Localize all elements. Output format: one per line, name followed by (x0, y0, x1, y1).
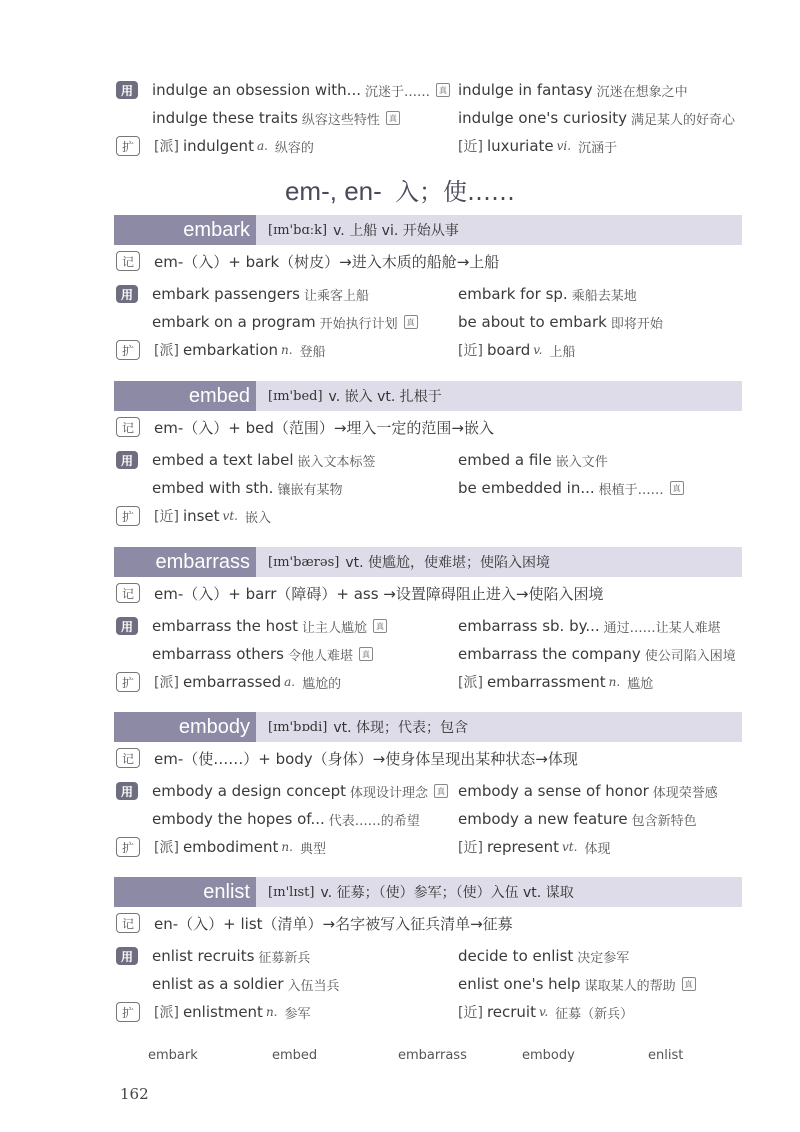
usage-row (152, 806, 420, 832)
usage-cn: 令他人难堪 (288, 648, 354, 664)
usage-cn: 使公司陷入困境 (644, 648, 736, 664)
usage-tag: 用 (116, 617, 138, 635)
definition-text: vt. 使尴尬，使难堪；使陷入困境 (345, 555, 551, 571)
usage-cn: 嵌入文件 (555, 454, 608, 470)
usage-cn: 纵容这些特性 (301, 112, 380, 128)
usage-cn: 沉迷于…… (364, 84, 430, 100)
exam-mark-icon: 真 (373, 619, 387, 633)
exam-mark-icon: 真 (436, 83, 450, 97)
part-of-speech: vt. (562, 840, 578, 854)
definition-text: v. 上船 vi. 开始从事 (333, 223, 459, 239)
synonym-marker: [近] (458, 1005, 483, 1021)
memory-tag: 记 (116, 251, 140, 271)
usage-cn: 入伍当兵 (287, 978, 340, 994)
phonetic: [ɪm'bed] (268, 388, 323, 404)
usage-en: be embedded in... (458, 479, 595, 497)
memory-tag: 记 (116, 748, 140, 768)
entry-banner (114, 215, 742, 245)
usage-row (458, 105, 735, 131)
footer-word: embed (272, 1048, 318, 1063)
usage-cn: 嵌入文本标签 (297, 454, 376, 470)
section-title-en: em-, en- (284, 176, 382, 206)
extension-row (458, 337, 575, 363)
extension-en: represent (486, 838, 560, 856)
definition-text: v. 征募；（使）参军；（使）入伍 vt. 谋取 (320, 885, 574, 901)
extension-row (458, 999, 633, 1025)
usage-en: enlist recruits (152, 947, 255, 965)
extension-row (458, 669, 653, 695)
usage-tag: 用 (116, 782, 138, 800)
extension-en: board (486, 341, 531, 359)
headword: embed (114, 381, 256, 411)
extension-row (458, 133, 617, 159)
phonetic: [ɪm'bɑːk] (268, 222, 328, 238)
usage-row (152, 971, 340, 997)
usage-cn: 决定参军 (577, 950, 630, 966)
extension-tag: 扩 (116, 837, 140, 857)
headword: embark (114, 215, 256, 245)
headword: embarrass (114, 547, 256, 577)
phonetic: [ɪn'lɪst] (268, 884, 315, 900)
headword: enlist (114, 877, 256, 907)
usage-en: embarrass the host (152, 617, 298, 635)
usage-cn: 体现荣誉感 (652, 785, 718, 801)
memory-tag: 记 (116, 583, 140, 603)
exam-mark-icon: 真 (682, 977, 696, 991)
synonym-marker: [近] (458, 343, 483, 359)
usage-en: embody a new feature (458, 810, 628, 828)
memory-tag: 记 (116, 913, 140, 933)
derived-marker: [派] (458, 675, 483, 691)
derived-marker: [派] (154, 675, 179, 691)
extension-tag: 扩 (116, 506, 140, 526)
extension-cn: 体现 (584, 841, 611, 857)
extension-cn: 尴尬的 (302, 676, 342, 692)
memory-row (116, 910, 513, 936)
usage-en: be about to embark (458, 313, 607, 331)
entry-definition (256, 877, 742, 907)
usage-tag: 用 (116, 81, 138, 99)
memory-row (116, 248, 499, 274)
usage-tag: 用 (116, 947, 138, 965)
phonetic: [ɪm'bærəs] (268, 554, 340, 570)
entry-banner (114, 712, 742, 742)
part-of-speech: v. (538, 1005, 549, 1019)
entry-definition (256, 381, 742, 411)
memory-text: em-（使……）+ body（身体）→使身体呈现出某种状态→体现 (154, 749, 578, 768)
extension-row (116, 337, 326, 363)
extension-en: indulgent (182, 137, 254, 155)
extension-row (116, 999, 311, 1025)
extension-tag: 扩 (116, 340, 140, 360)
memory-text: em-（入）+ barr（障碍）+ ass →设置障碍阻止进入→使陷入困境 (154, 584, 604, 603)
derived-marker: [派] (154, 139, 179, 155)
entry-definition (256, 215, 742, 245)
synonym-marker: [近] (458, 139, 483, 155)
usage-row (458, 447, 608, 473)
extension-row (116, 503, 271, 529)
usage-row (116, 778, 448, 804)
page-number: 162 (120, 1085, 149, 1103)
usage-en: indulge one's curiosity (458, 109, 628, 127)
footer-word: embark (148, 1048, 198, 1063)
extension-row (116, 834, 326, 860)
usage-cn: 即将开始 (610, 316, 663, 332)
usage-cn: 乘船去某地 (571, 288, 637, 304)
usage-en: embarrass others (152, 645, 284, 663)
part-of-speech: a. (284, 675, 296, 689)
exam-mark-icon: 真 (434, 784, 448, 798)
usage-en: embarrass the company (458, 645, 641, 663)
usage-row (116, 281, 369, 307)
exam-mark-icon: 真 (359, 647, 373, 661)
extension-en: enlistment (182, 1003, 263, 1021)
usage-en: embody a design concept (152, 782, 347, 800)
usage-cn: 让主人尴尬 (301, 620, 367, 636)
entry-banner (114, 547, 742, 577)
memory-text: em-（入）+ bed（范围）→埋入一定的范围→嵌入 (154, 418, 494, 437)
usage-row (116, 943, 310, 969)
usage-row (458, 971, 696, 997)
usage-row (152, 309, 418, 335)
extension-cn: 登船 (299, 344, 326, 360)
footer-word: embody (522, 1048, 575, 1063)
usage-en: enlist as a soldier (152, 975, 284, 993)
usage-cn: 体现设计理念 (350, 785, 429, 801)
usage-en: indulge an obsession with... (152, 81, 361, 99)
usage-en: indulge these traits (152, 109, 298, 127)
entry-banner (114, 877, 742, 907)
extension-cn: 纵容的 (274, 140, 314, 156)
usage-en: embed a text label (152, 451, 294, 469)
memory-row (116, 745, 578, 771)
usage-row (458, 641, 736, 667)
usage-row (458, 806, 697, 832)
extension-tag: 扩 (116, 136, 140, 156)
usage-row (458, 309, 663, 335)
usage-row (458, 281, 637, 307)
usage-cn: 让乘客上船 (304, 288, 370, 304)
usage-row (116, 613, 387, 639)
definition-text: v. 嵌入 vt. 扎根于 (328, 389, 442, 405)
headword: embody (114, 712, 256, 742)
memory-row (116, 580, 603, 606)
usage-cn: 根植于…… (598, 482, 664, 498)
derived-marker: [派] (154, 1005, 179, 1021)
extension-row (116, 133, 314, 159)
exam-mark-icon: 真 (670, 481, 684, 495)
part-of-speech: n. (265, 1005, 278, 1019)
usage-cn: 通过……让某人难堪 (603, 620, 721, 636)
extension-cn: 参军 (284, 1006, 311, 1022)
usage-en: enlist one's help (458, 975, 581, 993)
usage-tag: 用 (116, 451, 138, 469)
phonetic: [ɪm'bɒdi] (268, 719, 328, 735)
section-title-cn: 入；使…… (395, 178, 516, 206)
part-of-speech: n. (281, 840, 293, 854)
usage-en: embark passengers (152, 285, 300, 303)
extension-en: embarrassment (486, 673, 606, 691)
usage-en: embody a sense of honor (458, 782, 649, 800)
memory-text: en-（入）+ list（清单）→名字被写入征兵清单→征募 (154, 914, 513, 933)
usage-en: embody the hopes of... (152, 810, 325, 828)
usage-cn: 开始执行计划 (319, 316, 398, 332)
part-of-speech: vt. (222, 509, 238, 523)
part-of-speech: v. (533, 343, 543, 357)
usage-tag: 用 (116, 285, 138, 303)
synonym-marker: [近] (154, 509, 179, 525)
memory-tag: 记 (116, 417, 140, 437)
usage-row (458, 778, 718, 804)
usage-cn: 包含新特色 (631, 813, 697, 829)
extension-en: embarrassed (182, 673, 282, 691)
usage-row (152, 105, 400, 131)
extension-cn: 征募（新兵） (555, 1006, 634, 1022)
footer-word: enlist (648, 1048, 684, 1063)
memory-text: em-（入）+ bark（树皮）→进入木质的船舱→上船 (154, 252, 500, 271)
usage-row (152, 475, 342, 501)
usage-cn: 满足某人的好奇心 (631, 112, 736, 128)
usage-en: embed a file (458, 451, 552, 469)
derived-marker: [派] (154, 840, 179, 856)
usage-en: embark on a program (152, 313, 316, 331)
usage-row (458, 77, 688, 103)
entry-definition (256, 547, 742, 577)
memory-row (116, 414, 494, 440)
extension-tag: 扩 (116, 672, 140, 692)
extension-cn: 沉涵于 (578, 140, 618, 156)
footer-word-list (0, 1048, 800, 1068)
usage-en: indulge in fantasy (458, 81, 593, 99)
usage-row (116, 447, 376, 473)
usage-cn: 沉迷在想象之中 (596, 84, 688, 100)
part-of-speech: n. (608, 675, 621, 689)
part-of-speech: vi. (556, 139, 572, 153)
usage-en: embarrass sb. by... (458, 617, 600, 635)
usage-cn: 征募新兵 (258, 950, 311, 966)
usage-en: decide to enlist (458, 947, 574, 965)
entry-banner (114, 381, 742, 411)
usage-cn: 镶嵌有某物 (277, 482, 343, 498)
part-of-speech: a. (256, 139, 268, 153)
exam-mark-icon: 真 (404, 315, 418, 329)
extension-en: embodiment (182, 838, 279, 856)
usage-row (152, 641, 373, 667)
extension-en: inset (182, 507, 220, 525)
extension-en: recruit (486, 1003, 536, 1021)
footer-word: embarrass (398, 1048, 467, 1063)
derived-marker: [派] (154, 343, 179, 359)
extension-cn: 典型 (299, 841, 326, 857)
definition-text: vt. 体现；代表；包含 (333, 720, 469, 736)
usage-row (458, 475, 684, 501)
extension-en: luxuriate (486, 137, 554, 155)
usage-row (116, 77, 450, 103)
extension-cn: 嵌入 (244, 510, 271, 526)
extension-cn: 尴尬 (627, 676, 654, 692)
extension-tag: 扩 (116, 1002, 140, 1022)
usage-en: embark for sp. (458, 285, 568, 303)
section-title (0, 172, 800, 207)
exam-mark-icon: 真 (386, 111, 400, 125)
extension-cn: 上船 (549, 344, 576, 360)
usage-row (458, 943, 629, 969)
part-of-speech: n. (281, 343, 293, 357)
extension-en: embarkation (182, 341, 279, 359)
entry-definition (256, 712, 742, 742)
usage-row (458, 613, 721, 639)
usage-cn: 谋取某人的帮助 (584, 978, 676, 994)
extension-row (458, 834, 610, 860)
usage-cn: 代表……的希望 (328, 813, 420, 829)
extension-row (116, 669, 341, 695)
usage-en: embed with sth. (152, 479, 274, 497)
synonym-marker: [近] (458, 840, 483, 856)
